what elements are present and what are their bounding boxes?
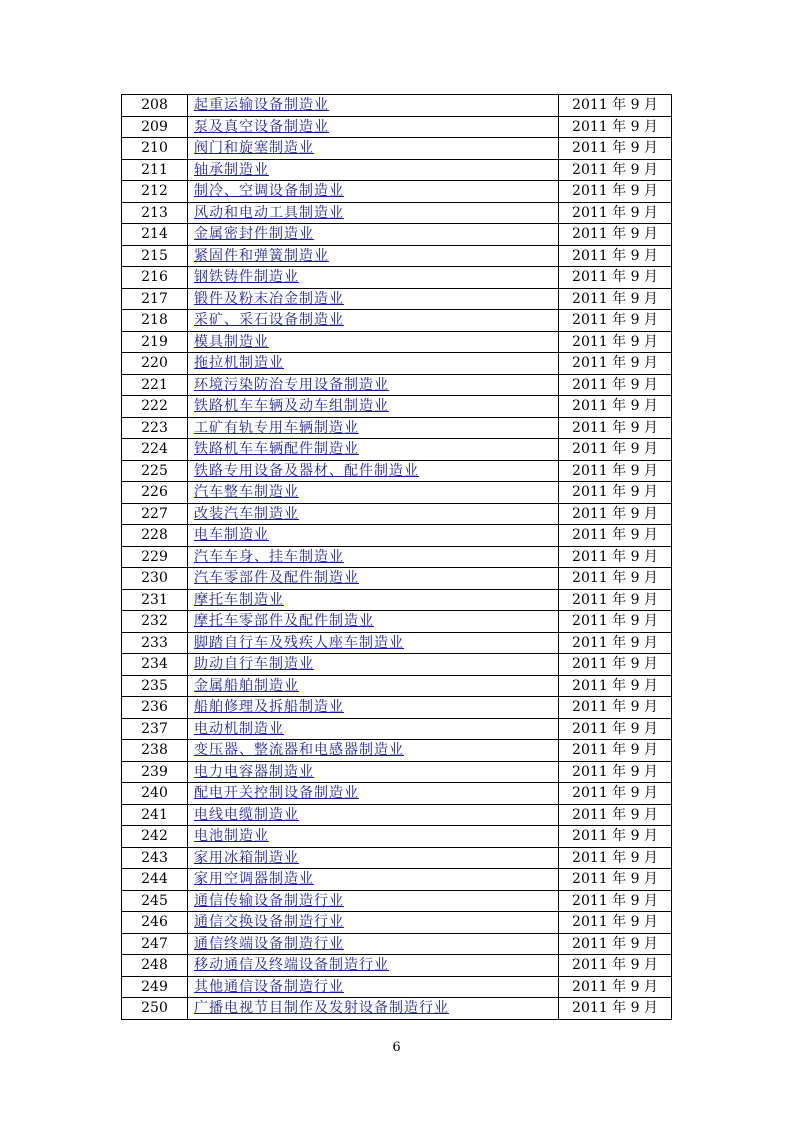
industry-name-link[interactable]: 广播电视节目制作及发射设备制造行业 xyxy=(194,1000,449,1017)
industry-name-cell xyxy=(188,417,559,439)
industry-name-cell xyxy=(188,697,559,719)
date-cell: 2011 年 9 月 xyxy=(559,912,672,934)
date-cell: 2011 年 9 月 xyxy=(559,611,672,633)
industry-name-link[interactable]: 铁路专用设备及器材、配件制造业 xyxy=(194,462,419,479)
industry-name-link[interactable]: 通信终端设备制造行业 xyxy=(194,935,344,952)
row-number: 243 xyxy=(122,847,188,869)
table-row xyxy=(122,138,672,160)
date-cell: 2011 年 9 月 xyxy=(559,783,672,805)
date-cell: 2011 年 9 月 xyxy=(559,202,672,224)
date-cell: 2011 年 9 月 xyxy=(559,288,672,310)
table-row xyxy=(122,847,672,869)
industry-name-cell xyxy=(188,181,559,203)
industry-name-link[interactable]: 阀门和旋塞制造业 xyxy=(194,140,314,157)
industry-name-cell xyxy=(188,439,559,461)
industry-name-cell xyxy=(188,245,559,267)
date-cell: 2011 年 9 月 xyxy=(559,116,672,138)
date-cell: 2011 年 9 月 xyxy=(559,976,672,998)
industry-name-link[interactable]: 制冷、空调设备制造业 xyxy=(194,183,344,200)
table-row xyxy=(122,675,672,697)
table-row xyxy=(122,181,672,203)
industry-name-link[interactable]: 起重运输设备制造业 xyxy=(194,97,329,114)
row-number: 223 xyxy=(122,417,188,439)
row-number: 213 xyxy=(122,202,188,224)
date-cell: 2011 年 9 月 xyxy=(559,632,672,654)
row-number: 235 xyxy=(122,675,188,697)
date-cell: 2011 年 9 月 xyxy=(559,439,672,461)
row-number: 239 xyxy=(122,761,188,783)
row-number: 222 xyxy=(122,396,188,418)
industry-name-link[interactable]: 模具制造业 xyxy=(194,333,269,350)
industry-name-link[interactable]: 钢铁铸件制造业 xyxy=(194,269,299,286)
date-cell: 2011 年 9 月 xyxy=(559,761,672,783)
row-number: 216 xyxy=(122,267,188,289)
date-cell: 2011 年 9 月 xyxy=(559,460,672,482)
table-row xyxy=(122,439,672,461)
industry-name-link[interactable]: 工矿有轨专用车辆制造业 xyxy=(194,419,359,436)
table-row xyxy=(122,482,672,504)
industry-name-link[interactable]: 环境污染防治专用设备制造业 xyxy=(194,376,389,393)
row-number: 247 xyxy=(122,933,188,955)
row-number: 242 xyxy=(122,826,188,848)
industry-name-link[interactable]: 电池制造业 xyxy=(194,828,269,845)
table-row xyxy=(122,589,672,611)
industry-name-link[interactable]: 泵及真空设备制造业 xyxy=(194,118,329,135)
industry-name-cell xyxy=(188,224,559,246)
industry-name-cell xyxy=(188,374,559,396)
table-row xyxy=(122,955,672,977)
table-row xyxy=(122,417,672,439)
table-row xyxy=(122,288,672,310)
table-row xyxy=(122,116,672,138)
table-row xyxy=(122,912,672,934)
row-number: 233 xyxy=(122,632,188,654)
industry-name-link[interactable]: 金属船舶制造业 xyxy=(194,677,299,694)
row-number: 219 xyxy=(122,331,188,353)
table-row xyxy=(122,525,672,547)
date-cell: 2011 年 9 月 xyxy=(559,374,672,396)
row-number: 228 xyxy=(122,525,188,547)
industry-name-link[interactable]: 紧固件和弹簧制造业 xyxy=(194,247,329,264)
table-row xyxy=(122,202,672,224)
industry-name-cell xyxy=(188,847,559,869)
table-row xyxy=(122,503,672,525)
industry-name-cell xyxy=(188,675,559,697)
row-number: 210 xyxy=(122,138,188,160)
date-cell: 2011 年 9 月 xyxy=(559,869,672,891)
industry-name-cell xyxy=(188,288,559,310)
industry-name-cell xyxy=(188,589,559,611)
table-row xyxy=(122,740,672,762)
page-number: 6 xyxy=(392,1040,401,1055)
row-number: 225 xyxy=(122,460,188,482)
date-cell: 2011 年 9 月 xyxy=(559,654,672,676)
row-number: 218 xyxy=(122,310,188,332)
date-cell: 2011 年 9 月 xyxy=(559,181,672,203)
industry-name-link[interactable]: 脚踏自行车及残疾人座车制造业 xyxy=(194,634,404,651)
industry-name-link[interactable]: 汽车零部件及配件制造业 xyxy=(194,570,359,587)
industry-name-cell xyxy=(188,933,559,955)
industry-name-link[interactable]: 电线电缆制造业 xyxy=(194,806,299,823)
date-cell: 2011 年 9 月 xyxy=(559,740,672,762)
industry-name-cell xyxy=(188,826,559,848)
industry-name-cell xyxy=(188,331,559,353)
table-row xyxy=(122,310,672,332)
industry-name-cell xyxy=(188,804,559,826)
industry-name-cell xyxy=(188,869,559,891)
row-number: 226 xyxy=(122,482,188,504)
row-number: 227 xyxy=(122,503,188,525)
date-cell: 2011 年 9 月 xyxy=(559,331,672,353)
industry-name-cell xyxy=(188,267,559,289)
industry-name-link[interactable]: 汽车整车制造业 xyxy=(194,484,299,501)
industry-name-cell xyxy=(188,632,559,654)
date-cell: 2011 年 9 月 xyxy=(559,697,672,719)
industry-name-cell xyxy=(188,955,559,977)
row-number: 237 xyxy=(122,718,188,740)
date-cell: 2011 年 9 月 xyxy=(559,955,672,977)
table-row xyxy=(122,783,672,805)
industry-name-link[interactable]: 通信交换设备制造行业 xyxy=(194,914,344,931)
date-cell: 2011 年 9 月 xyxy=(559,804,672,826)
date-cell: 2011 年 9 月 xyxy=(559,826,672,848)
date-cell: 2011 年 9 月 xyxy=(559,396,672,418)
date-cell: 2011 年 9 月 xyxy=(559,890,672,912)
industry-name-cell xyxy=(188,912,559,934)
table-row xyxy=(122,95,672,117)
standards-table xyxy=(121,94,672,1020)
table-row xyxy=(122,224,672,246)
row-number: 248 xyxy=(122,955,188,977)
table-row xyxy=(122,331,672,353)
date-cell: 2011 年 9 月 xyxy=(559,417,672,439)
table-row xyxy=(122,546,672,568)
industry-name-link[interactable]: 电车制造业 xyxy=(194,527,269,544)
industry-name-link[interactable]: 采矿、采石设备制造业 xyxy=(194,312,344,329)
industry-name-cell xyxy=(188,998,559,1020)
industry-name-cell xyxy=(188,460,559,482)
industry-name-cell xyxy=(188,611,559,633)
table-row xyxy=(122,396,672,418)
row-number: 244 xyxy=(122,869,188,891)
table-row xyxy=(122,159,672,181)
row-number: 238 xyxy=(122,740,188,762)
industry-name-link[interactable]: 家用空调器制造业 xyxy=(194,871,314,888)
industry-name-link[interactable]: 电力电容器制造业 xyxy=(194,763,314,780)
row-number: 229 xyxy=(122,546,188,568)
row-number: 240 xyxy=(122,783,188,805)
date-cell: 2011 年 9 月 xyxy=(559,267,672,289)
industry-name-link[interactable]: 助动自行车制造业 xyxy=(194,656,314,673)
row-number: 245 xyxy=(122,890,188,912)
industry-name-cell xyxy=(188,761,559,783)
industry-name-cell xyxy=(188,482,559,504)
row-number: 208 xyxy=(122,95,188,117)
industry-name-cell xyxy=(188,353,559,375)
row-number: 220 xyxy=(122,353,188,375)
row-number: 246 xyxy=(122,912,188,934)
industry-name-cell xyxy=(188,976,559,998)
industry-name-link[interactable]: 通信传输设备制造行业 xyxy=(194,892,344,909)
industry-name-link[interactable]: 铁路机车车辆配件制造业 xyxy=(194,441,359,458)
date-cell: 2011 年 9 月 xyxy=(559,546,672,568)
date-cell: 2011 年 9 月 xyxy=(559,95,672,117)
date-cell: 2011 年 9 月 xyxy=(559,245,672,267)
row-number: 215 xyxy=(122,245,188,267)
industry-name-link[interactable]: 摩托车制造业 xyxy=(194,591,284,608)
row-number: 230 xyxy=(122,568,188,590)
table-row xyxy=(122,568,672,590)
table-row xyxy=(122,933,672,955)
table-row xyxy=(122,869,672,891)
industry-name-link[interactable]: 金属密封件制造业 xyxy=(194,226,314,243)
industry-name-link[interactable]: 汽车车身、挂车制造业 xyxy=(194,548,344,565)
row-number: 249 xyxy=(122,976,188,998)
date-cell: 2011 年 9 月 xyxy=(559,998,672,1020)
date-cell: 2011 年 9 月 xyxy=(559,589,672,611)
row-number: 232 xyxy=(122,611,188,633)
date-cell: 2011 年 9 月 xyxy=(559,138,672,160)
industry-name-cell xyxy=(188,159,559,181)
table-row xyxy=(122,632,672,654)
industry-name-link[interactable]: 锻件及粉末冶金制造业 xyxy=(194,290,344,307)
date-cell: 2011 年 9 月 xyxy=(559,159,672,181)
row-number: 211 xyxy=(122,159,188,181)
row-number: 217 xyxy=(122,288,188,310)
industry-name-link[interactable]: 配电开关控制设备制造业 xyxy=(194,785,359,802)
row-number: 212 xyxy=(122,181,188,203)
row-number: 221 xyxy=(122,374,188,396)
table-row xyxy=(122,826,672,848)
table-row xyxy=(122,804,672,826)
table-row xyxy=(122,245,672,267)
industry-name-cell xyxy=(188,783,559,805)
industry-name-cell xyxy=(188,546,559,568)
date-cell: 2011 年 9 月 xyxy=(559,503,672,525)
table-row xyxy=(122,460,672,482)
industry-name-cell xyxy=(188,95,559,117)
industry-name-link[interactable]: 家用冰箱制造业 xyxy=(194,849,299,866)
industry-name-link[interactable]: 改装汽车制造业 xyxy=(194,505,299,522)
industry-name-link[interactable]: 船舶修理及拆船制造业 xyxy=(194,699,344,716)
row-number: 250 xyxy=(122,998,188,1020)
industry-name-link[interactable]: 铁路机车车辆及动车组制造业 xyxy=(194,398,389,415)
industry-name-cell xyxy=(188,568,559,590)
date-cell: 2011 年 9 月 xyxy=(559,933,672,955)
industry-name-cell xyxy=(188,890,559,912)
table-row xyxy=(122,890,672,912)
date-cell: 2011 年 9 月 xyxy=(559,310,672,332)
table-row xyxy=(122,976,672,998)
industry-name-cell xyxy=(188,654,559,676)
table-row xyxy=(122,654,672,676)
table-row xyxy=(122,718,672,740)
date-cell: 2011 年 9 月 xyxy=(559,675,672,697)
industry-name-cell xyxy=(188,718,559,740)
industry-name-cell xyxy=(188,202,559,224)
table-row xyxy=(122,761,672,783)
row-number: 209 xyxy=(122,116,188,138)
date-cell: 2011 年 9 月 xyxy=(559,525,672,547)
industry-name-cell xyxy=(188,310,559,332)
table-row xyxy=(122,611,672,633)
table-row xyxy=(122,374,672,396)
table-row xyxy=(122,697,672,719)
industry-name-cell xyxy=(188,525,559,547)
industry-name-link[interactable]: 移动通信及终端设备制造行业 xyxy=(194,957,389,974)
industry-name-cell xyxy=(188,503,559,525)
row-number: 234 xyxy=(122,654,188,676)
industry-name-link[interactable]: 风动和电动工具制造业 xyxy=(194,204,344,221)
date-cell: 2011 年 9 月 xyxy=(559,568,672,590)
standards-table-body xyxy=(122,95,672,1020)
industry-name-link[interactable]: 电动机制造业 xyxy=(194,720,284,737)
industry-name-cell xyxy=(188,396,559,418)
industry-name-cell xyxy=(188,138,559,160)
row-number: 224 xyxy=(122,439,188,461)
industry-name-link[interactable]: 变压器、整流器和电感器制造业 xyxy=(194,742,404,759)
row-number: 231 xyxy=(122,589,188,611)
date-cell: 2011 年 9 月 xyxy=(559,482,672,504)
industry-name-cell xyxy=(188,740,559,762)
table-row xyxy=(122,267,672,289)
industry-name-link[interactable]: 其他通信设备制造行业 xyxy=(194,978,344,995)
date-cell: 2011 年 9 月 xyxy=(559,718,672,740)
row-number: 241 xyxy=(122,804,188,826)
industry-name-link[interactable]: 拖拉机制造业 xyxy=(194,355,284,372)
industry-name-link[interactable]: 轴承制造业 xyxy=(194,161,269,178)
industry-name-cell xyxy=(188,116,559,138)
table-row xyxy=(122,998,672,1020)
date-cell: 2011 年 9 月 xyxy=(559,847,672,869)
row-number: 214 xyxy=(122,224,188,246)
row-number: 236 xyxy=(122,697,188,719)
industry-name-link[interactable]: 摩托车零部件及配件制造业 xyxy=(194,613,374,630)
table-row xyxy=(122,353,672,375)
date-cell: 2011 年 9 月 xyxy=(559,353,672,375)
date-cell: 2011 年 9 月 xyxy=(559,224,672,246)
